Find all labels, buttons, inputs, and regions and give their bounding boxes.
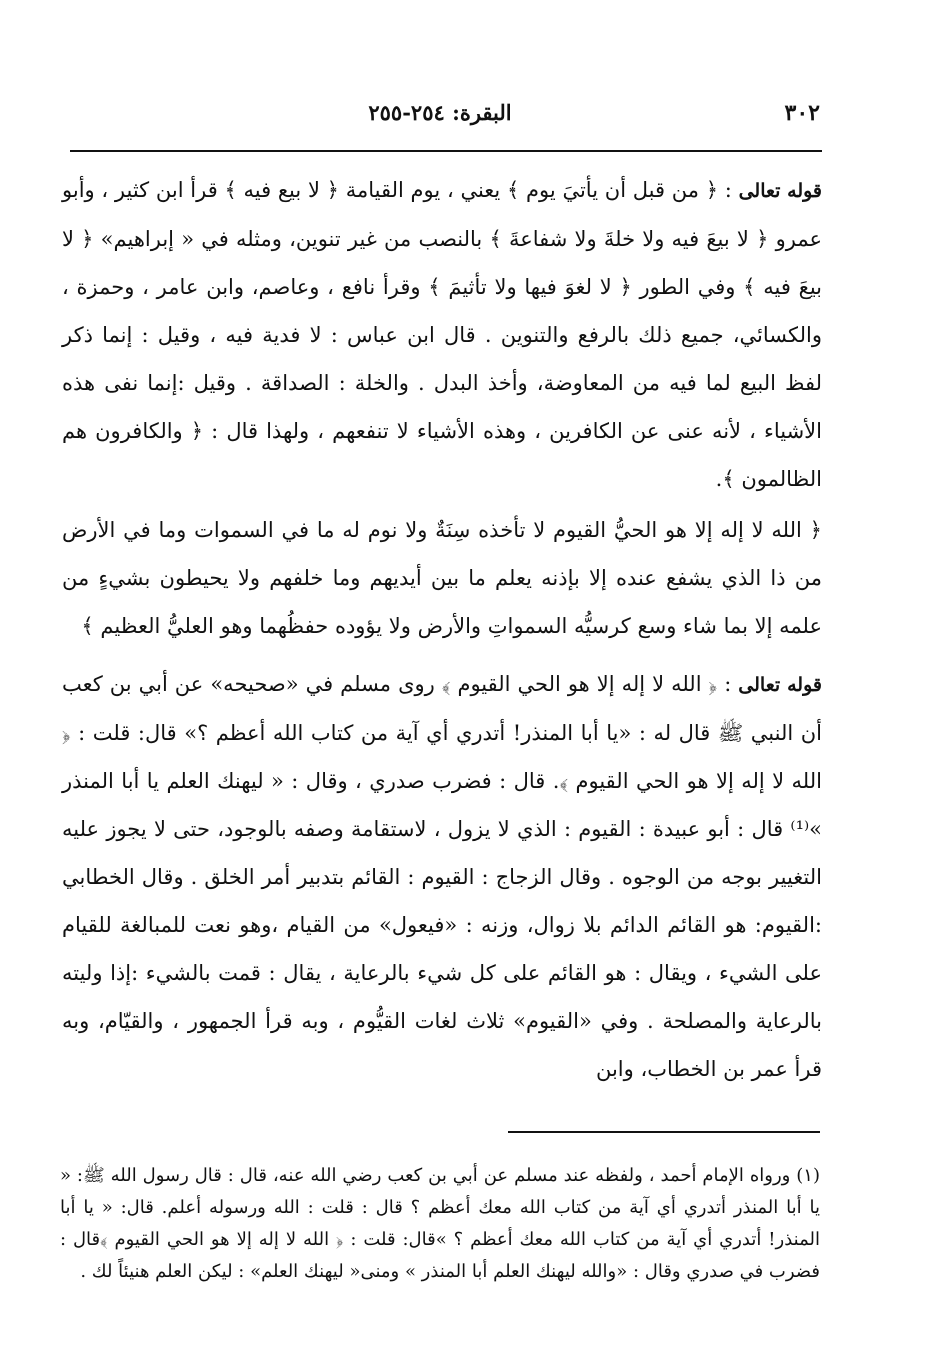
paragraph-text: : ﴿ من قبل أن يأتيَ يوم ﴾ يعني ، يوم القيامة ﴿ لا بيع فيه ﴾ قرأ ابن كثير ، وأبو عمرو ﴿ لا بيعَ فيه ولا خلةَ ولا شفاعةَ ﴾ بالنصب من غير تنوين، ومثله في « إبراهيم» ﴿ لا بيعَ فيه ﴾ وفي الطور ﴿ لا لغوَ فيها ولا تأثيمَ ﴾ وقرأ نافع ، وعاصم، وابن عامر ، وحمزة ، والكسائي، جميع ذلك بالرفع والتنوين . قال ابن عباس : لا فدية فيه ، وقيل : إنما ذكر لفظ البيع لما فيه من المعاوضة، وأخذ البدل . والخلة : الصداقة . وقيل :إنما نفى هذه الأشياء ، لأنه عنى عن الكافرين ، وهذه الأشياء لا تنفعهم ، ولهذا قال : ﴿ والكافرون هم الظالمون ﴾. (62, 178, 822, 491)
running-title: البقرة: ٢٥٤-٢٥٥ (368, 100, 512, 125)
paragraph-lead: قوله تعالى (738, 180, 823, 202)
page-number: ٣٠٢ (784, 100, 820, 126)
commentary-body (62, 166, 822, 1093)
footnote-rule (508, 1131, 820, 1133)
footnote: (١) ورواه الإمام أحمد ، ولفظه عند مسلم عن أبي بن كعب رضي الله عنه، قال : قال رسول الله ﷺ: « يا أبا المنذر أتدري أي آية من كتاب الله معك أعظم ؟ قال : قلت : الله ورسوله أعلم. قال: « يا أبا المنذر! أتدري أي آية من كتاب الله معك أعظم ؟ »قال: قلت : ﴿ الله لا إله إلا هو الحي القيوم ﴾قال : فضرب في صدري وقال : «والله ليهنك العلم أبا المنذر » ومنى« ليهنك العلم» : ليكن العلم هنيئاً لك . (60, 1165, 820, 1282)
quran-verse-255: ﴿ الله لا إله إلا هو الحيُّ القيوم لا تأخذه سِنَةٌ ولا نوم له ما في السموات وما في الأرض من ذا الذي يشفع عنده إلا بإذنه يعلم ما بين أيديهم وما خلفهم ولا يحيطون بشيءٍ من علمه إلا بما شاء وسع كرسيُّه السمواتِ والأرض ولا يؤوده حفظُهما وهو العليُّ العظيم ﴾ (62, 518, 822, 638)
paragraph-commentary-255 (62, 660, 822, 1093)
header-rule (70, 150, 822, 152)
paragraph-commentary-254 (62, 166, 822, 503)
page-header (60, 100, 820, 134)
paragraph-text: : ﴿ الله لا إله إلا هو الحي القيوم ﴾ روى مسلم في «صحيحه» عن أبي بن كعب أن النبي ﷺ قال له : «يا أبا المنذر! أتدري أي آية من كتاب الله أعظم ؟» قال: قلت : ﴿ الله لا إله إلا هو الحي القيوم ﴾. قال : فضرب صدري ، وقال : « ليهنك العلم يا أبا المنذر »⁽¹⁾ قال : أبو عبيدة : القيوم : الذي لا يزول ، لاستقامة وصفه بالوجود، حتى لا يجوز عليه التغيير بوجه من الوجوه . وقال الزجاج : القيوم : القائم بتدبير أمر الخلق . وقال الخطابي :القيوم: هو القائم الدائم بلا زوال، وزنه : «فيعول» من القيام ،وهو نعت للمبالغة للقيام على الشيء ، ويقال : هو القائم على كل شيء بالرعاية ، يقال : قمت بالشيء :إذا وليته بالرعاية والمصلحة . وفي «القيوم» ثلاث لغات القيُّوم ، وبه قرأ الجمهور ، والقيّام، وبه قرأ عمر بن الخطاب، وابن (62, 672, 822, 1081)
paragraph-lead: قوله تعالى (738, 674, 822, 696)
